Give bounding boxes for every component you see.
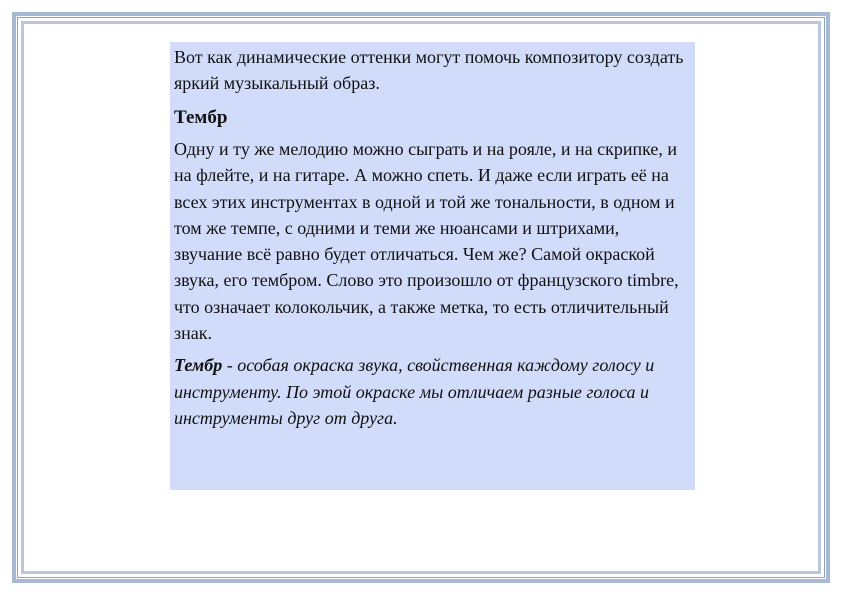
definition-text: - особая окраска звука, свойственная каждому голосу и инструменту. По этой окраске мы отличаем разные голоса и инструменты друг от друга. xyxy=(174,355,655,428)
body-paragraph: Одну и ту же мелодию можно сыграть и на рояле, и на скрипке, и на флейте, и на гитаре. А можно спеть. И даже если играть её на всех этих инструментах в одной и той же тональности, в одном и том же темпе, с одними и теми же нюансами и штрихами, звучание всё равно будет отличаться. Чем же? Самой окраской звука, его тембром. Слово это произошло от французского timbre, что означает колокольчик, а также метка, то есть отличительный знак. xyxy=(174,139,679,344)
definition-term: Тембр xyxy=(174,355,223,376)
definition-paragraph xyxy=(174,352,691,431)
intro-paragraph: Вот как динамические оттенки могут помочь композитору создать яркий музыкальный образ. xyxy=(174,47,684,93)
text-box xyxy=(170,42,695,490)
section-heading: Тембр xyxy=(174,107,228,128)
